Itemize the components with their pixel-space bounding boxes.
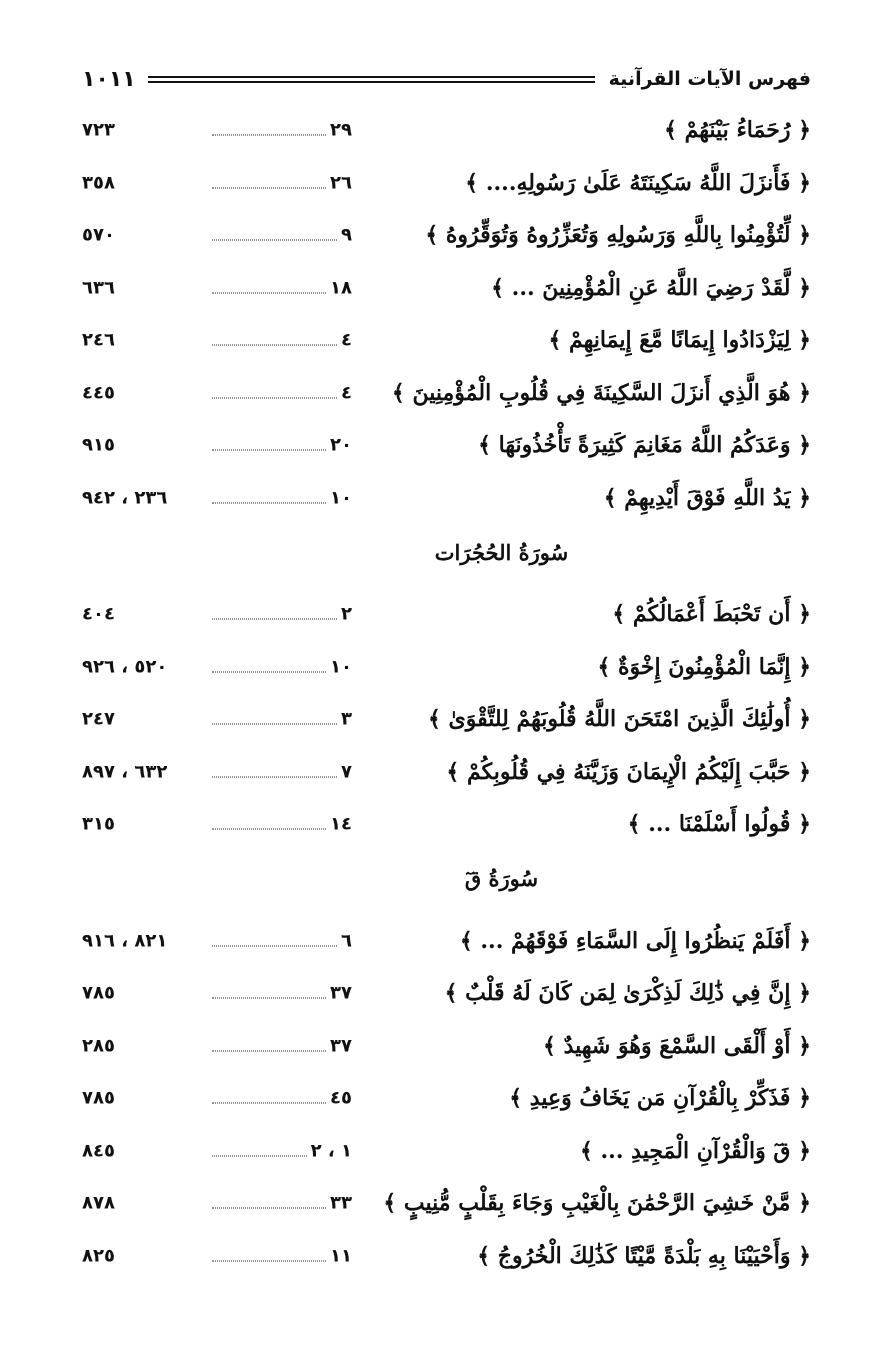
ayah-cell bbox=[212, 814, 352, 835]
dot-leader bbox=[212, 187, 326, 188]
page-reference: ٨٤٥ bbox=[82, 1140, 115, 1162]
index-entry bbox=[82, 104, 811, 157]
ayah-cell bbox=[212, 1245, 352, 1266]
ayah-number: ١ ، ٢ bbox=[310, 1140, 352, 1162]
ayah-number: ٦ bbox=[341, 930, 352, 952]
page-reference: ٦٣٦ bbox=[82, 277, 115, 299]
page-reference: ٤٠٤ bbox=[82, 603, 115, 625]
dot-leader bbox=[212, 998, 326, 999]
ayah-number: ٧ bbox=[341, 761, 352, 783]
ayah-cell bbox=[212, 330, 352, 351]
index-entry bbox=[82, 1072, 811, 1125]
ayah-cell bbox=[212, 120, 352, 141]
verse-text: ﴿ رُحَمَاءُ بَيْنَهُمْ ﴾ bbox=[664, 117, 811, 144]
page-number: ١٠١١ bbox=[82, 66, 136, 92]
ayah-cell bbox=[212, 930, 352, 951]
index-entry bbox=[82, 314, 811, 367]
verse-text: ﴿ قُولُوا أَسْلَمْنَا ... ﴾ bbox=[627, 811, 811, 838]
ayah-cell bbox=[212, 277, 352, 298]
dot-leader bbox=[212, 450, 326, 451]
verse-text: ﴿ هُوَ الَّذِي أَنزَلَ السَّكِينَةَ فِي قُلُوبِ الْمُؤْمِنِينَ ﴾ bbox=[391, 379, 811, 406]
verse-text: ﴿ أَن تَحْبَطَ أَعْمَالُكُمْ ﴾ bbox=[612, 601, 811, 628]
page-reference: ٢٨٥ bbox=[82, 1035, 115, 1057]
verse-text: ﴿ لِيَزْدَادُوا إِيمَانًا مَّعَ إِيمَانِهِمْ ﴾ bbox=[548, 327, 811, 354]
page-reference: ٥٧٠ bbox=[82, 224, 115, 246]
page-reference: ٧٢٣ bbox=[82, 119, 115, 141]
ayah-number: ٣ bbox=[341, 708, 352, 730]
ayah-number: ١٨ bbox=[330, 277, 352, 299]
surah-heading: سُورَةُ قٓ bbox=[464, 866, 539, 891]
ayah-number: ٤ bbox=[341, 382, 352, 404]
index-entry bbox=[82, 798, 811, 851]
dot-leader bbox=[212, 135, 326, 136]
verse-text: ﴿ أَوْ أَلْقَى السَّمْعَ وَهُوَ شَهِيدٌ ﴾ bbox=[543, 1032, 811, 1059]
ayah-cell bbox=[212, 435, 352, 456]
ayah-cell bbox=[212, 1140, 352, 1161]
ayah-number: ٢٠ bbox=[330, 434, 352, 456]
ayah-number: ٢٦ bbox=[330, 172, 352, 194]
page-reference: ٧٨٥ bbox=[82, 1087, 115, 1109]
ayah-cell bbox=[212, 172, 352, 193]
ayah-cell bbox=[212, 382, 352, 403]
dot-leader bbox=[212, 502, 326, 503]
ayah-number: ٩ bbox=[341, 224, 352, 246]
index-entry bbox=[82, 641, 811, 694]
ayah-number: ٢ bbox=[341, 603, 352, 625]
verse-text: ﴿ حَبَّبَ إِلَيْكُمُ الْإِيمَانَ وَزَيَّنَهُ فِي قُلُوبِكُمْ ﴾ bbox=[446, 758, 811, 785]
index-entry bbox=[82, 1230, 811, 1283]
verse-text: ﴿ لَّقَدْ رَضِيَ اللَّهُ عَنِ الْمُؤْمِنِينَ ... ﴾ bbox=[491, 274, 811, 301]
running-header bbox=[82, 62, 811, 96]
ayah-cell bbox=[212, 983, 352, 1004]
page-reference: ٢٣٦ ، ٩٤٢ bbox=[82, 487, 168, 509]
index-entry bbox=[82, 157, 811, 210]
page-reference: ٤٤٥ bbox=[82, 382, 115, 404]
page-reference: ٧٨٥ bbox=[82, 982, 115, 1004]
page-reference: ٨٢٥ bbox=[82, 1245, 115, 1267]
ayah-cell bbox=[212, 604, 352, 625]
index-entry bbox=[82, 1020, 811, 1073]
ayah-cell bbox=[212, 1088, 352, 1109]
ayah-cell bbox=[212, 1193, 352, 1214]
index-entry bbox=[82, 419, 811, 472]
index-entry bbox=[82, 967, 811, 1020]
ayah-number: ١٤ bbox=[330, 813, 352, 835]
page-reference: ٣١٥ bbox=[82, 813, 115, 835]
ayah-number: ٤٥ bbox=[330, 1087, 352, 1109]
page-reference: ٣٥٨ bbox=[82, 172, 115, 194]
ayah-cell bbox=[212, 656, 352, 677]
dot-leader bbox=[212, 1155, 307, 1156]
verse-index bbox=[82, 104, 811, 1282]
ayah-number: ١٠ bbox=[330, 656, 352, 678]
ayah-cell bbox=[212, 225, 352, 246]
dot-leader bbox=[212, 619, 337, 620]
dot-leader bbox=[212, 724, 337, 725]
dot-leader bbox=[212, 1103, 326, 1104]
ayah-cell bbox=[212, 487, 352, 508]
dot-leader bbox=[212, 1050, 326, 1051]
verse-text: ﴿ أَفَلَمْ يَنظُرُوا إِلَى السَّمَاءِ فَوْقَهُمْ ... ﴾ bbox=[459, 927, 811, 954]
index-entry bbox=[82, 367, 811, 420]
verse-text: ﴿ أُولَٰئِكَ الَّذِينَ امْتَحَنَ اللَّهُ قُلُوبَهُمْ لِلتَّقْوَىٰ ﴾ bbox=[427, 706, 811, 733]
verse-text: ﴿ لِّتُؤْمِنُوا بِاللَّهِ وَرَسُولِهِ وَتُعَزِّرُوهُ وَتُوَقِّرُوهُ ﴾ bbox=[425, 222, 811, 249]
ayah-number: ٤ bbox=[341, 329, 352, 351]
ayah-number: ١٠ bbox=[330, 487, 352, 509]
page-reference: ٥٢٠ ، ٩٢٦ bbox=[82, 656, 168, 678]
surah-heading: سُورَةُ الحُجُرَات bbox=[434, 539, 569, 565]
ayah-cell bbox=[212, 761, 352, 782]
verse-text: ﴿ وَأَحْيَيْنَا بِهِ بَلْدَةً مَّيْتًا كَذَٰلِكَ الْخُرُوجُ ﴾ bbox=[477, 1242, 811, 1269]
index-entry bbox=[82, 1177, 811, 1230]
verse-text: ﴿ إِنَّمَا الْمُؤْمِنُونَ إِخْوَةٌ ﴾ bbox=[597, 653, 811, 680]
dot-leader bbox=[212, 1260, 326, 1261]
ayah-number: ٣٣ bbox=[330, 1192, 352, 1214]
verse-text: ﴿ فَأَنزَلَ اللَّهُ سَكِينَتَهُ عَلَىٰ رَسُولِهِ.... ﴾ bbox=[465, 169, 811, 196]
dot-leader bbox=[212, 776, 337, 777]
index-entry bbox=[82, 209, 811, 262]
index-entry bbox=[82, 693, 811, 746]
ayah-cell bbox=[212, 1035, 352, 1056]
page-reference: ٢٤٧ bbox=[82, 708, 115, 730]
index-entry bbox=[82, 915, 811, 968]
index-entry bbox=[82, 1125, 811, 1178]
header-title: فهرس الآيات القرآنية bbox=[608, 68, 811, 90]
ayah-number: ١١ bbox=[330, 1245, 352, 1267]
dot-leader bbox=[212, 1208, 326, 1209]
header-rule bbox=[148, 76, 595, 83]
ayah-cell bbox=[212, 709, 352, 730]
verse-text: ﴿ وَعَدَكُمُ اللَّهُ مَغَانِمَ كَثِيرَةً تَأْخُذُونَهَا ﴾ bbox=[478, 432, 811, 459]
verse-text: ﴿ فَذَكِّرْ بِالْقُرْآنِ مَن يَخَافُ وَعِيدِ ﴾ bbox=[509, 1085, 811, 1112]
verse-text: ﴿ يَدُ اللَّهِ فَوْقَ أَيْدِيهِمْ ﴾ bbox=[603, 484, 811, 511]
page-reference: ٩١٥ bbox=[82, 434, 115, 456]
dot-leader bbox=[212, 397, 337, 398]
ayah-number: ٣٧ bbox=[330, 982, 352, 1004]
ayah-number: ٢٩ bbox=[330, 119, 352, 141]
dot-leader bbox=[212, 671, 326, 672]
verse-text: ﴿ مَّنْ خَشِيَ الرَّحْمَٰنَ بِالْغَيْبِ وَجَاءَ بِقَلْبٍ مُّنِيبٍ ﴾ bbox=[383, 1190, 811, 1217]
dot-leader bbox=[212, 240, 337, 241]
page-reference: ٨٢١ ، ٩١٦ bbox=[82, 930, 168, 952]
verse-text: ﴿ قٓ وَالْقُرْآنِ الْمَجِيدِ ... ﴾ bbox=[579, 1137, 811, 1164]
index-entry bbox=[82, 588, 811, 641]
page-reference: ٢٤٦ bbox=[82, 329, 115, 351]
dot-leader bbox=[212, 829, 326, 830]
dot-leader bbox=[212, 945, 337, 946]
verse-text: ﴿ إِنَّ فِي ذَٰلِكَ لَذِكْرَىٰ لِمَن كَانَ لَهُ قَلْبٌ ﴾ bbox=[444, 980, 811, 1007]
page-reference: ٦٣٢ ، ٨٩٧ bbox=[82, 761, 168, 783]
index-entry bbox=[82, 746, 811, 799]
page-reference: ٨٧٨ bbox=[82, 1192, 115, 1214]
dot-leader bbox=[212, 292, 326, 293]
dot-leader bbox=[212, 345, 337, 346]
index-entry bbox=[82, 472, 811, 525]
ayah-number: ٣٧ bbox=[330, 1035, 352, 1057]
index-entry bbox=[82, 262, 811, 315]
